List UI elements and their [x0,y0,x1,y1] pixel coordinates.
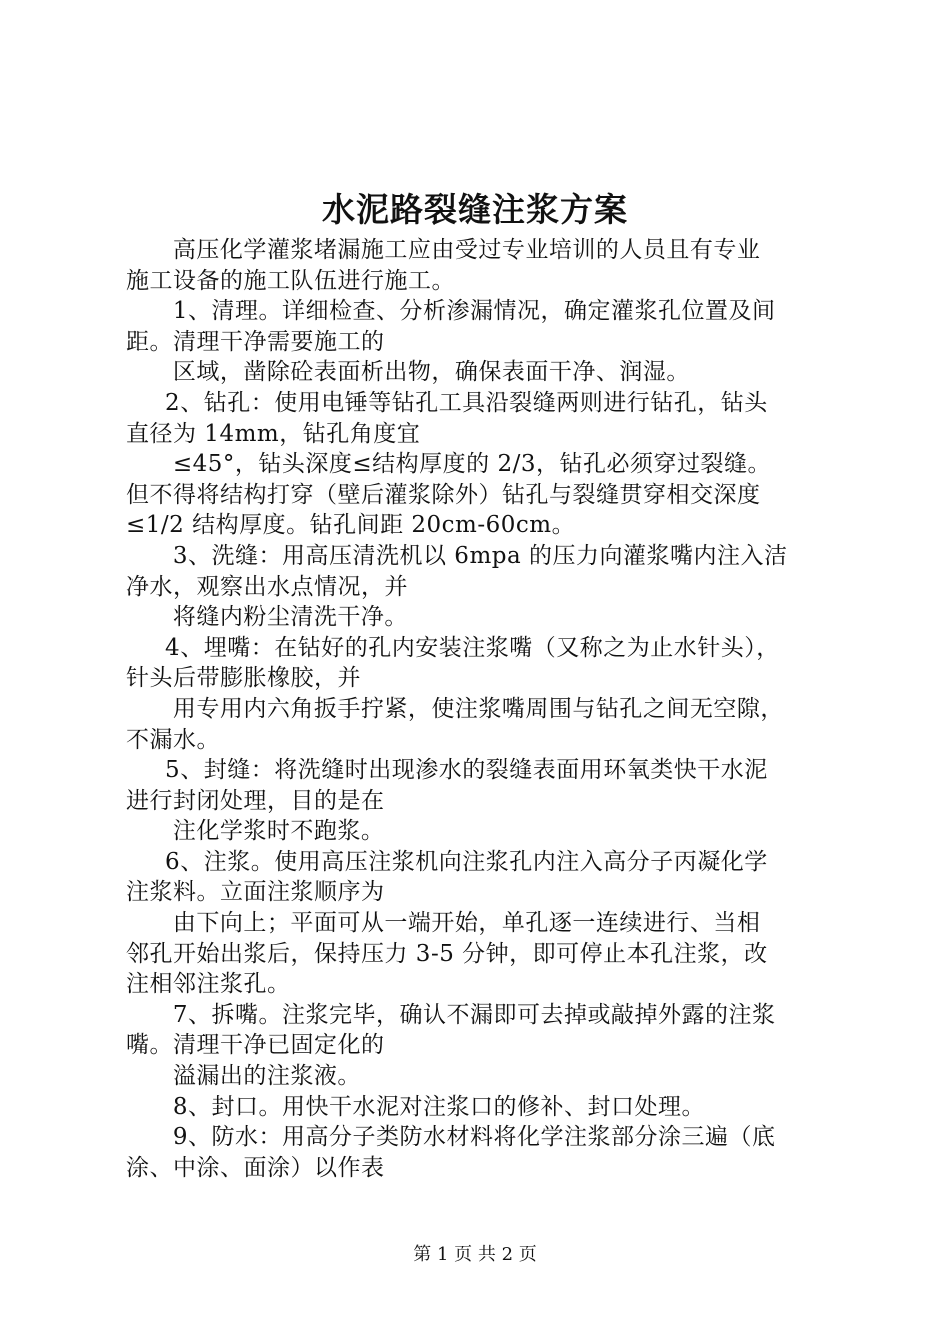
text-line: 涂、中涂、面涂）以作表 [126,1154,385,1181]
text-line: 施工设备的施工队伍进行施工。 [126,267,455,294]
document-title: 水泥路裂缝注浆方案 [322,190,628,229]
text-line: 4、埋嘴：在钻好的孔内安装注浆嘴（又称之为止水针头）， [126,634,780,661]
document-body [126,235,836,1183]
text-line: 1、清理。详细检查、分析渗漏情况，确定灌浆孔位置及间 [126,298,776,325]
text-line: 针头后带膨胀橡胶，并 [126,665,361,692]
text-line: 6、注浆。使用高压注浆机向注浆孔内注入高分子丙凝化学 [126,848,768,875]
text-line: 区域，凿除砼表面析出物，确保表面干净、润湿。 [126,359,690,386]
text-line: 嘴。清理干净已固定化的 [126,1032,385,1059]
text-line: 注相邻注浆孔。 [126,971,291,998]
text-line: 7、拆嘴。注浆完毕，确认不漏即可去掉或敲掉外露的注浆 [126,1001,776,1028]
text-line: 净水，观察出水点情况，并 [126,573,408,600]
text-line: 邻孔开始出浆后，保持压力 3-5 分钟，即可停止本孔注浆，改 [126,940,768,967]
text-line: 高压化学灌浆堵漏施工应由受过专业培训的人员且有专业 [126,237,761,263]
text-line: 将缝内粉尘清洗干净。 [126,604,408,631]
page-footer: 第 1 页 共 2 页 [413,1244,537,1265]
text-line: 9、防水：用高分子类防水材料将化学注浆部分涂三遍（底 [126,1124,776,1151]
text-line: 5、封缝：将洗缝时出现渗水的裂缝表面用环氧类快干水泥 [126,757,768,784]
text-line: 注浆料。立面注浆顺序为 [126,879,385,906]
text-line: 距。清理干净需要施工的 [126,328,385,355]
text-line: 8、封口。用快干水泥对注浆口的修补、封口处理。 [126,1093,705,1120]
text-line: 直径为 14mm，钻孔角度宜 [126,420,421,447]
text-line: ≤45°，钻头深度≤结构厚度的 2/3，钻孔必须穿过裂缝。 [126,451,772,478]
text-line: 不漏水。 [126,726,220,753]
text-line: ≤1/2 结构厚度。钻孔间距 20cm-60cm。 [126,512,576,539]
text-line: 用专用内六角扳手拧紧，使注浆嘴周围与钻孔之间无空隙， [126,695,784,722]
text-line: 注化学浆时不跑浆。 [126,818,385,845]
text-line: 2、钻孔：使用电锤等钻孔工具沿裂缝两则进行钻孔，钻头 [126,389,768,416]
text-line: 但不得将结构打穿（壁后灌浆除外）钻孔与裂缝贯穿相交深度 [126,481,761,508]
text-line: 进行封闭处理，目的是在 [126,787,385,814]
text-line: 3、洗缝：用高压清洗机以 6mpa 的压力向灌浆嘴内注入洁 [126,542,788,569]
text-line: 溢漏出的注浆液。 [126,1063,361,1090]
text-line: 由下向上；平面可从一端开始，单孔逐一连续进行、当相 [126,910,761,937]
